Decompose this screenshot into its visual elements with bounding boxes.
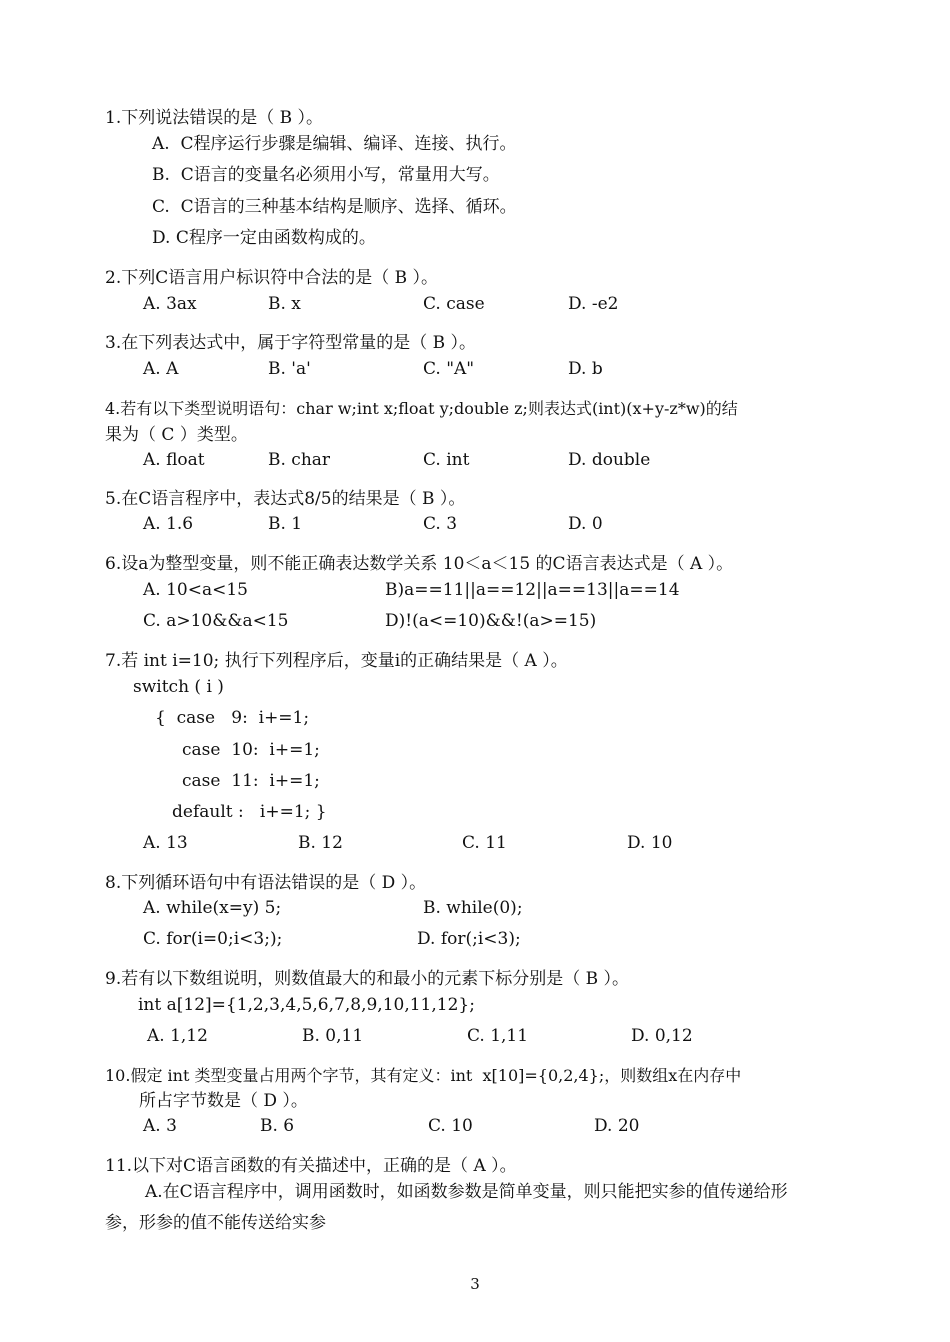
question-6-option-c: C. a>10&&a<15 xyxy=(143,611,289,631)
question-1-stem: 1.下列说法错误的是（ B ）。 xyxy=(105,108,324,128)
question-8-option-b: B. while(0); xyxy=(423,898,523,918)
question-9-option-c: C. 1,11 xyxy=(467,1026,529,1046)
question-2-option-d: D. -e2 xyxy=(568,294,619,314)
question-4-stem-line-2: 果为（ C ）类型。 xyxy=(105,425,248,445)
question-7-option-c: C. 11 xyxy=(462,833,507,853)
question-4-stem-line-1: 4.若有以下类型说明语句：char w;int x;float y;double z;则表达式(int)(x+y-z*w)的结 xyxy=(105,399,738,418)
question-8-stem: 8.下列循环语句中有语法错误的是（ D ）。 xyxy=(105,873,427,893)
question-4-option-b: B. char xyxy=(268,450,331,470)
question-5-option-c: C. 3 xyxy=(423,514,458,534)
question-9-option-a: A. 1,12 xyxy=(147,1026,208,1046)
question-7-code-line-3: case 10: i+=1; xyxy=(182,740,320,760)
question-10-option-a: A. 3 xyxy=(143,1116,177,1136)
question-5-option-d: D. 0 xyxy=(568,514,603,534)
question-10-stem-line-2: 所占字节数是（ D ）。 xyxy=(139,1091,308,1111)
question-5-option-a: A. 1.6 xyxy=(143,514,194,534)
question-1-option-d: D. C程序一定由函数构成的。 xyxy=(152,228,376,248)
question-10-option-b: B. 6 xyxy=(260,1116,295,1136)
question-6-option-a: A. 10<a<15 xyxy=(143,580,248,600)
question-11-stem: 11.以下对C语言函数的有关描述中，正确的是（ A ）。 xyxy=(105,1156,517,1176)
question-10-option-c: C. 10 xyxy=(428,1116,473,1136)
question-7-code-line-5: default : i+=1; } xyxy=(172,802,327,822)
question-5-option-b: B. 1 xyxy=(268,514,303,534)
question-8-option-a: A. while(x=y) 5; xyxy=(143,898,282,918)
question-4-option-a: A. float xyxy=(143,450,205,470)
question-7-code-line-2: { case 9: i+=1; xyxy=(155,708,310,728)
question-9-code: int a[12]={1,2,3,4,5,6,7,8,9,10,11,12}; xyxy=(138,995,475,1015)
question-10-stem-line-1: 10.假定 int 类型变量占用两个字节，其有定义：int x[10]={0,2,4};，则数组x在内存中 xyxy=(105,1066,742,1085)
question-7-option-a: A. 13 xyxy=(143,833,188,853)
question-7-code-line-1: switch ( i ) xyxy=(133,677,224,697)
question-11-option-a-line-1: A.在C语言程序中，调用函数时，如函数参数是简单变量，则只能把实参的值传递给形 xyxy=(145,1182,788,1202)
page-number: 3 xyxy=(470,1275,480,1293)
question-1-option-b: B. C语言的变量名必须用小写，常量用大写。 xyxy=(152,165,500,185)
question-7-stem: 7.若 int i=10; 执行下列程序后，变量i的正确结果是（ A ）。 xyxy=(105,651,568,671)
question-2-option-c: C. case xyxy=(423,294,485,314)
question-3-stem: 3.在下列表达式中，属于字符型常量的是（ B ）。 xyxy=(105,333,477,353)
question-1-option-a: A. C程序运行步骤是编辑、编译、连接、执行。 xyxy=(152,134,517,154)
question-7-code-line-4: case 11: i+=1; xyxy=(182,771,320,791)
question-4-option-d: D. double xyxy=(568,450,651,470)
question-11-option-a-line-2: 参，形参的值不能传送给实参 xyxy=(105,1213,326,1233)
question-2-option-b: B. x xyxy=(268,294,301,314)
question-9-stem: 9.若有以下数组说明，则数值最大的和最小的元素下标分别是（ B ）。 xyxy=(105,969,630,989)
question-3-option-b: B. 'a' xyxy=(268,359,311,379)
question-3-option-a: A. A xyxy=(143,359,179,379)
question-2-stem: 2.下列C语言用户标识符中合法的是（ B ）。 xyxy=(105,268,439,288)
question-6-stem: 6.设a为整型变量，则不能正确表达数学关系 10＜a＜15 的C语言表达式是（ A ）。 xyxy=(105,554,734,574)
question-10-option-d: D. 20 xyxy=(594,1116,640,1136)
question-7-option-b: B. 12 xyxy=(298,833,343,853)
question-3-option-d: D. b xyxy=(568,359,603,379)
question-9-option-b: B. 0,11 xyxy=(302,1026,364,1046)
question-4-option-c: C. int xyxy=(423,450,470,470)
question-6-option-d: D)!(a<=10)&&!(a>=15) xyxy=(385,611,597,631)
question-2-option-a: A. 3ax xyxy=(143,294,197,314)
question-8-option-d: D. for(;i<3); xyxy=(417,929,521,949)
question-6-option-b: B)a==11||a==12||a==13||a==14 xyxy=(385,580,680,600)
question-1-option-c: C. C语言的三种基本结构是顺序、选择、循环。 xyxy=(152,197,517,217)
question-3-option-c: C. "A" xyxy=(423,359,475,379)
question-5-stem: 5.在C语言程序中，表达式8/5的结果是（ B ）。 xyxy=(105,489,466,509)
question-9-option-d: D. 0,12 xyxy=(631,1026,693,1046)
question-8-option-c: C. for(i=0;i<3;); xyxy=(143,929,283,949)
question-7-option-d: D. 10 xyxy=(627,833,673,853)
